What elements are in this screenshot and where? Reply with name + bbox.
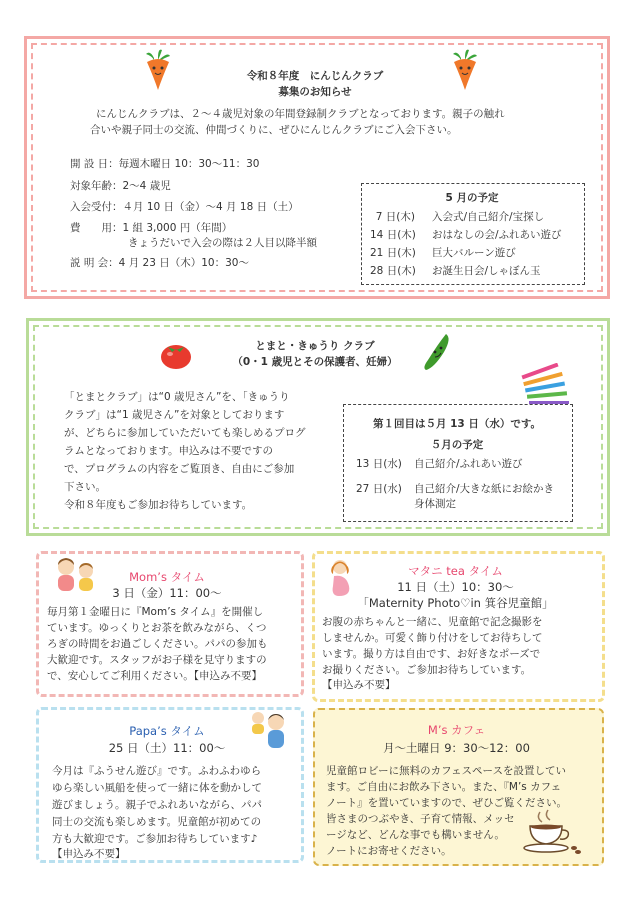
carrot-schedule-event: おはなしの会/ふれあい遊び bbox=[432, 229, 562, 241]
ms-cafe-body-line: ます。ご自由にお飲み下さい。また、『M’s カフェ bbox=[326, 781, 562, 793]
tomato-schedule-event: 自己紹介/大きな紙にお絵かき bbox=[414, 483, 555, 495]
tomato-body-line: クラブ」は“1 歳児さん”を対象としております bbox=[64, 409, 285, 421]
carrot-info-sibling: きょうだいで入会の際は２人目以降半額 bbox=[128, 237, 317, 249]
moms-time-title: Mom’s タイム bbox=[129, 570, 205, 584]
matani-time-body-line: お腹の赤ちゃんと一緒に、児童館で記念撮影を bbox=[322, 616, 543, 628]
tomato-body-line: で、プログラムの内容をご覧頂き、自由にご参加 bbox=[64, 463, 295, 475]
ms-cafe-hours: 月～土曜日 9：30～12：00 bbox=[383, 741, 530, 755]
tomato-schedule-date: 27 日(水) bbox=[356, 483, 402, 495]
tomato-schedule-title: ５月の予定 bbox=[430, 439, 484, 451]
tomato-body-line: 「とまとクラブ」は“0 歳児さん”を、「きゅうり bbox=[64, 391, 290, 403]
tomato-body-line: が、どちらに参加していただいても楽しめるプログ bbox=[64, 427, 306, 439]
tomato-title: とまと・きゅうり クラブ bbox=[255, 340, 375, 352]
ms-cafe-body-line: ノートにお寄せください。 bbox=[326, 845, 452, 857]
coffee-cup-icon bbox=[520, 808, 582, 856]
ms-cafe-body-line: 皆さまのつぶやき、子育て情報、メッセ bbox=[326, 813, 515, 825]
matani-time-body-line: お撮りください。ご参加お待ちしています。 bbox=[322, 664, 532, 676]
matani-time-subtitle: 「Maternity Photo♡in 箕谷児童館」 bbox=[357, 596, 554, 610]
moms-time-body-line: ています。ゆっくりとお茶を飲みながら、くつ bbox=[47, 622, 267, 634]
carrot-intro-2: 合いや親子同士の交流、仲間づくりに、ぜひにんじんクラブにご入会下さい。 bbox=[90, 124, 458, 136]
matani-time-body-line: しませんか。可愛く飾り付けをしてお待ちして bbox=[322, 632, 543, 644]
carrot-title: 令和８年度 にんじんクラブ bbox=[246, 70, 384, 82]
tomato-body-line: 下さい。 bbox=[64, 481, 106, 493]
carrot-schedule-date: 7 日(木) bbox=[375, 211, 415, 223]
papas-time-body-line: 方も大歓迎です。ご参加お待ちしています♪ bbox=[52, 833, 258, 845]
papas-time-title: Papa’s タイム bbox=[129, 724, 205, 738]
papas-time-body-line: 【申込み不要】 bbox=[52, 848, 126, 860]
papas-time-body-line: 同士の交流も楽しめます。児童館が初めての bbox=[52, 816, 262, 828]
tomato-first-session: 第１回目は５月 13 日（水）です。 bbox=[372, 418, 542, 430]
ms-cafe-body-line: 児童館ロビーに無料のカフェスペースを設置してい bbox=[326, 765, 567, 777]
carrot-info-reception: 入会受付：４月 10 日（金）～4 月 18 日（土） bbox=[70, 201, 299, 213]
tomato-schedule-date: 13 日(水) bbox=[356, 458, 402, 470]
moms-time-body-line: で、安心してご利用ください。【申込み不要】 bbox=[47, 670, 263, 682]
papas-time-body-line: 今月は『ふうせん遊び』です。ふわふわゆら bbox=[52, 765, 262, 777]
carrot-schedule-title: 5 月の予定 bbox=[445, 192, 499, 204]
carrot-subtitle: 募集のお知らせ bbox=[278, 86, 352, 98]
moms-time-body-line: ろぎの時間をお過ごしください。パパの参加も bbox=[47, 638, 268, 650]
carrot-schedule-event: お誕生日会/しゃぼん玉 bbox=[432, 265, 541, 277]
papas-time-body-line: ゆら楽しい風船を使って一緒に体を動かして bbox=[52, 782, 262, 794]
carrot-schedule-event: 巨大バルーン遊び bbox=[432, 247, 516, 259]
carrot-intro-1: にんじんクラブは、２～４歳児対象の年間登録制クラブとなっております。親子の触れ bbox=[96, 108, 505, 120]
carrot-info-age: 対象年齢：2～4 歳児 bbox=[70, 180, 171, 192]
tomato-body-line: ラムとなっております。申込みは不要ですの bbox=[64, 445, 274, 457]
papas-time-body-line: 遊びましょう。親子でふれあいながら、パパ bbox=[52, 799, 262, 811]
matani-time-date: 11 日（土）10：30～ bbox=[397, 580, 514, 594]
carrot-info-fee: 費 用：1 組 3,000 円（年間） bbox=[70, 222, 233, 234]
carrot-schedule-date: 14 日(木) bbox=[370, 229, 416, 241]
matani-time-title: マタニ tea タイム bbox=[408, 564, 503, 578]
tomato-schedule-extra: 身体測定 bbox=[414, 498, 456, 510]
tomato-schedule-event: 自己紹介/ふれあい遊び bbox=[414, 458, 523, 470]
carrot-info-briefing: 説 明 会：4 月 23 日（木）10：30～ bbox=[70, 257, 249, 269]
ms-cafe-body-line: ージなど、どんな事でも構いません。 bbox=[326, 829, 505, 841]
carrot-schedule-date: 28 日(木) bbox=[370, 265, 416, 277]
crayons-icon bbox=[517, 363, 572, 408]
carrot-info-opening: 開 設 日：毎週木曜日 10：30～11：30 bbox=[70, 158, 260, 170]
tomato-subtitle: （0・1 歳児とその保護者、妊婦） bbox=[232, 356, 398, 368]
ms-cafe-body-line: ノート』を置いていますので、ぜひご覧ください。 bbox=[326, 797, 567, 809]
moms-time-date: 3 日（金）11：00～ bbox=[112, 586, 222, 600]
matani-time-body-line: います。撮り方は自由です、お好きなポーズで bbox=[322, 648, 541, 660]
carrot-schedule-date: 21 日(木) bbox=[370, 247, 416, 259]
tomato-body-line: 令和８年度もご参加お待ちしています。 bbox=[64, 499, 253, 511]
matani-time-body-line: 【申込み不要】 bbox=[322, 679, 396, 691]
moms-time-body-line: 大歓迎です。スタッフがお子様を見守りますの bbox=[47, 654, 267, 666]
moms-time-body-line: 毎月第１金曜日に『Mom’s タイム』を開催し bbox=[47, 606, 264, 618]
ms-cafe-title: M’s カフェ bbox=[427, 723, 486, 737]
papas-time-date: 25 日（土）11：00～ bbox=[108, 741, 226, 755]
carrot-schedule-event: 入会式/自己紹介/宝探し bbox=[432, 211, 545, 223]
